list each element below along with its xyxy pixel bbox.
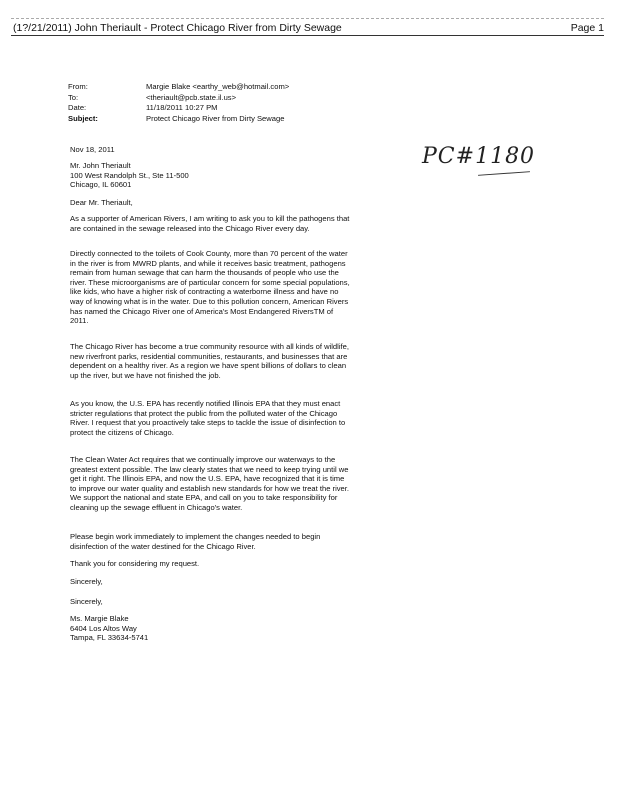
meta-date-row xyxy=(68,103,289,114)
meta-subject-row xyxy=(68,114,289,125)
header-page-number: Page 1 xyxy=(570,22,604,34)
address-line: 100 West Randolph St., Ste 11-500 xyxy=(70,170,189,180)
address-line: Chicago, IL 60601 xyxy=(70,180,132,190)
date-label: Date: xyxy=(68,103,87,112)
closing: Sincerely, xyxy=(70,577,103,586)
address-block xyxy=(70,161,352,190)
signature-line: 6404 Los Altos Way xyxy=(70,623,137,633)
letter-date: Nov 18, 2011 xyxy=(70,145,115,154)
subject-label: Subject: xyxy=(68,113,98,123)
handwritten-stamp: PC#1180 xyxy=(422,144,536,169)
letter-paragraph: The Clean Water Act requires that we continually improve our waterways to the greatest extent possible. The law clearly states that we need to keep trying until we get it right. The Illinois EPA, and now the U.S. EPA, have recognized that it is time to improve our water quality and establish new standards for how we treat the river. We support the national and state EPA, and call on you to take responsibility for cleaning up the sewage effluent in Chicago's water. xyxy=(70,455,349,512)
subject-value: Protect Chicago River from Dirty Sewage xyxy=(146,113,285,123)
letter-paragraph: Directly connected to the toilets of Cook County, more than 70 percent of the water in the river is from MWRD plants, and while it receives basic treatment, pathogens remain from human sewage that can harm the thousands of people who use the river. These microorganisms are of particular concern for some special populations, like kids, who have a higher risk of contracting a waterborne illness and have no way of knowing what is in the water. Due to this pollution concern, American Rivers has named the Chicago River one of America's Most Endangered RiversTM of 2011. xyxy=(70,249,350,326)
page-header xyxy=(11,21,604,37)
signature-line: Ms. Margie Blake xyxy=(70,614,129,623)
letter-paragraph: Thank you for considering my request. xyxy=(70,559,200,568)
to-label: To: xyxy=(68,92,79,102)
letter-paragraph: As a supporter of American Rivers, I am writing to ask you to kill the pathogens that are contained in the sewage released into the Chicago River every day. xyxy=(70,214,350,233)
meta-from-row xyxy=(68,82,289,93)
letter-paragraph: As you know, the U.S. EPA has recently notified Illinois EPA that they must enact stricter regulations that protect the public from the polluted water of the Chicago River. I request that you proactively take steps to tackle the issue of disinfection to protect the citizens of Chicago. xyxy=(70,399,346,437)
meta-to-row xyxy=(68,93,289,104)
letter-paragraph: The Chicago River has become a true community resource with all kinds of wildlife, new riverfront parks, residential communities, restaurants, and businesses that are dependent on a healthy river. As a region we have spent billions of dollars to clean up the river, but we have not finished the job. xyxy=(70,342,349,380)
header-rule xyxy=(11,35,604,36)
address-line: Mr. John Theriault xyxy=(70,161,131,170)
salutation: Dear Mr. Theriault, xyxy=(70,198,133,207)
from-value: Margie Blake <earthy_web@hotmail.com> xyxy=(146,82,290,91)
letter-paragraph: Please begin work immediately to implement the changes needed to begin disinfection of the water destined for the Chicago River. xyxy=(70,532,321,551)
stamp-underline xyxy=(478,171,530,176)
email-meta xyxy=(68,82,289,124)
header-top-rule xyxy=(11,18,604,19)
date-value: 11/18/2011 10:27 PM xyxy=(146,103,218,112)
signature-block xyxy=(70,614,352,643)
closing: Sincerely, xyxy=(70,597,103,606)
signature-line: Tampa, FL 33634-5741 xyxy=(70,633,149,643)
header-title: (1?/21/2011) John Theriault - Protect Chicago River from Dirty Sewage xyxy=(13,22,342,34)
to-value: <theriault@pcb.state.il.us> xyxy=(146,92,237,102)
from-label: From: xyxy=(68,82,88,91)
